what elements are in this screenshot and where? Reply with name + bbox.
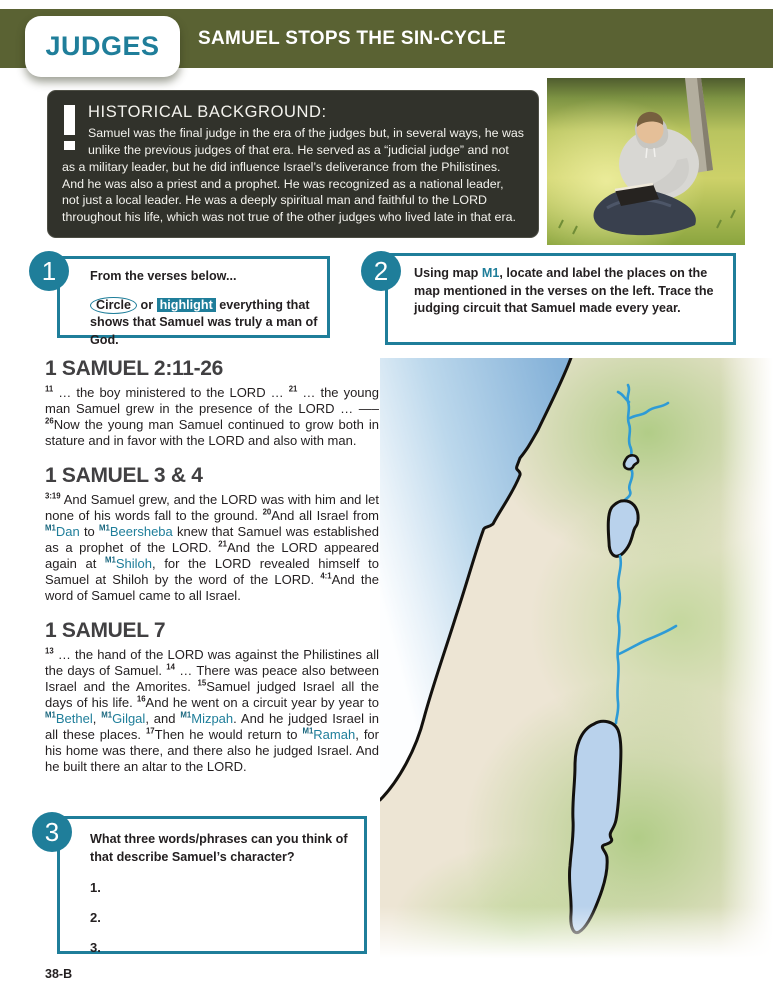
israel-map[interactable]	[380, 358, 773, 958]
answer-slot-2[interactable]: 2.	[90, 910, 101, 926]
page-title: SAMUEL STOPS THE SIN-CYCLE	[198, 27, 506, 49]
map-place-link: $^{M1}$Bethel	[45, 710, 93, 726]
map-place-link: $^{M1}$Beersheba	[99, 523, 173, 539]
passage-heading: 1 SAMUEL 2:11-26	[45, 357, 224, 380]
passage-1samuel-7	[45, 619, 379, 775]
question-3-box	[57, 816, 367, 954]
photo-boy-reading	[547, 78, 745, 245]
question-2-instruction: Using map M1, locate and label the places on the map mentioned in the verses on the left. Trace the judging circuit that Samuel made every year.	[414, 266, 714, 316]
book-title: JUDGES	[45, 31, 160, 61]
map-place-link: $^{M1}$Gilgal	[101, 710, 146, 726]
passage-1samuel-2	[45, 357, 379, 449]
question-3-text: What three words/phrases can you think of that describe Samuel’s character?	[90, 832, 348, 864]
passage-heading: 1 SAMUEL 7	[45, 618, 166, 642]
exclamation-icon	[64, 105, 75, 151]
historical-background-box	[47, 90, 539, 238]
passage-1samuel-3-4	[45, 464, 379, 604]
question-1-instruction: Circle or highlight everything that shows that Samuel was truly a man of God.	[90, 297, 318, 347]
passage-heading: 1 SAMUEL 3 & 4	[45, 463, 203, 487]
question-2-number: 2	[361, 251, 401, 291]
question-1-number: 1	[29, 251, 69, 291]
question-1-intro: From the verses below...	[90, 269, 237, 283]
map-place-link: $^{M1}$Mizpah	[180, 710, 234, 726]
answer-slot-1[interactable]: 1.	[90, 880, 101, 896]
map-place-link: $^{M1}$Dan	[45, 523, 80, 539]
question-3-number: 3	[32, 812, 72, 852]
map-place-link: $^{M1}$Ramah	[302, 726, 356, 742]
scripture-column	[45, 357, 379, 790]
passage-text: $^{11}$ … the boy ministered to the LORD … $^{21}$ … the young man Samuel grew in the presence of the LORD … —– $^{26}$Now the young man Samuel continued to grow both in stature and in favor with the LORD and also with man.	[45, 384, 379, 448]
historical-background-title: HISTORICAL BACKGROUND:	[88, 103, 327, 121]
passage-text: $^{3:19}$ And Samuel grew, and the LORD was with him and let none of his words fall to the ground. $^{20}$And all Israel from $^{M1}$Dan to $^{M1}$Beersheba knew that Samuel was established as a prophet of the LORD. $^{21}$And the LORD appeared again at $^{M1}$Shiloh, for the LORD revealed himself to Samuel at Shiloh by the word of the LORD. $^{4:1}$And the word of Samuel came to all Israel.	[45, 491, 380, 603]
page-number: 38-B	[45, 967, 73, 981]
answer-slot-3[interactable]: 3.	[90, 940, 101, 956]
map-place-link: $^{M1}$Shiloh	[105, 555, 153, 571]
question-1-box	[57, 256, 330, 347]
question-2-box	[385, 253, 736, 345]
passage-text: $^{13}$ … the hand of the LORD was against the Philistines all the days of Samuel. $^{14}$ … There was peace also between Israel and the Amorites. $^{15}$Samuel judged Israel all the days of his life. $^{16}$And he went on a circuit year by year to $^{M1}$Bethel, $^{M1}$Gilgal, and $^{M1}$Mizpah. And he judged Israel in all these places. $^{17}$Then he would return to $^{M1}$Ramah, for his home was there, and there also he judged Israel. And he built there an altar to the LORD.	[45, 646, 380, 774]
judges-tab	[25, 16, 180, 77]
historical-background-text: Samuel was the final judge in the era of the judges but, in several ways, he was unlike the previous judges of that era. He served as a “judicial judge” and not as a military leader, but he did influence Israel’s deliverance from the Philistines. And he was also a priest and a prophet. He was recognized as a national leader, not just a local leader. He was a deeply spiritual man and faithful to the LORD throughout his life, which was not true of the other judges who lived late in that era.	[62, 126, 524, 225]
